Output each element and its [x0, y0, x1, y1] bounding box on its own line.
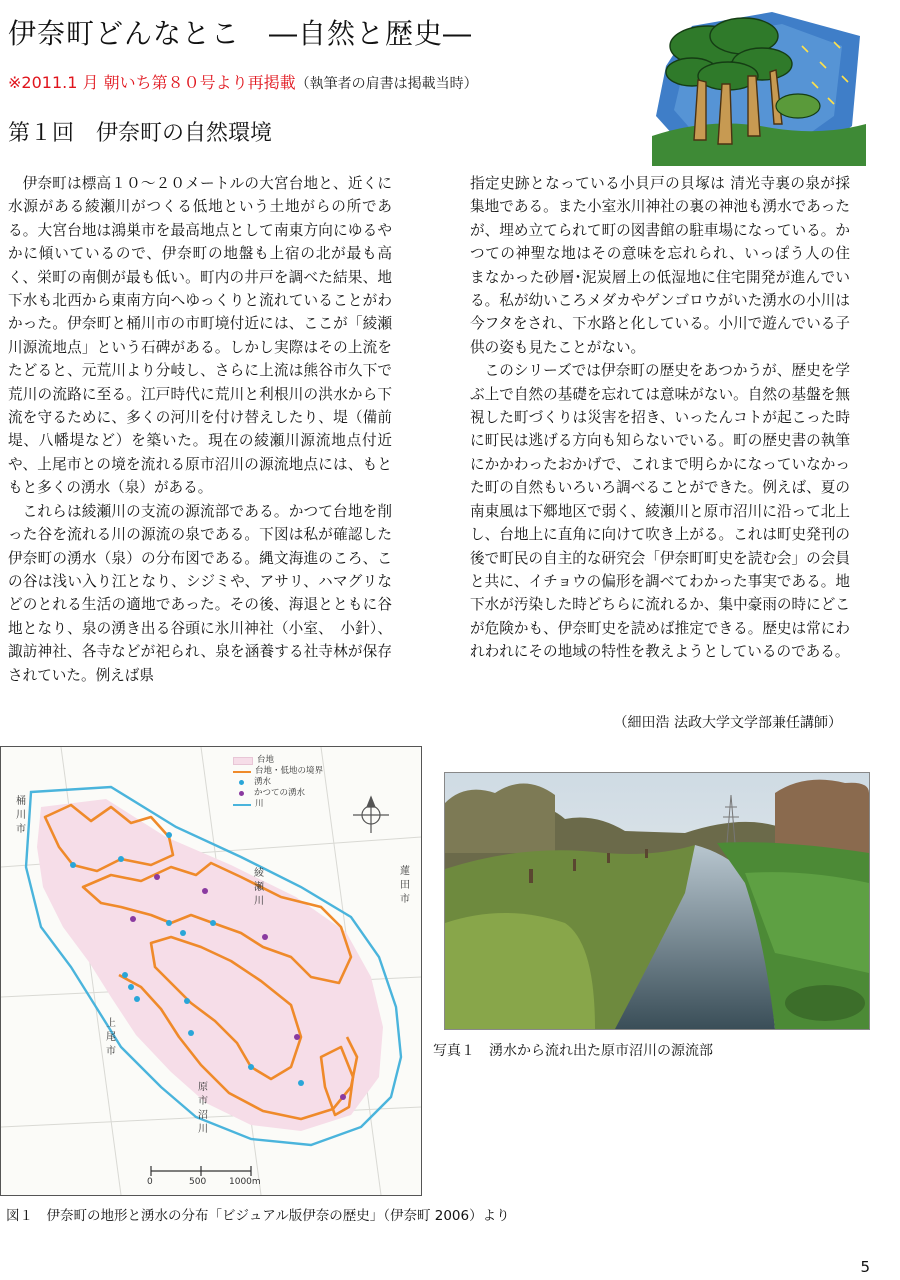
legend-item [233, 799, 323, 810]
legend-label: 台地・低地の境界 [255, 766, 324, 776]
map-label-hasuda: 蓮田市 [400, 866, 410, 905]
river-swatch [233, 804, 251, 806]
figure-caption: 図１ 伊奈町の地形と湧水の分布「ビジュアル版伊奈の歴史」（伊奈町 2006）より [6, 1208, 510, 1224]
stream-photo [444, 772, 870, 1030]
page-title: 伊奈町どんなとこ ―自然と歴史― [8, 17, 473, 50]
republication-line [8, 70, 478, 93]
legend-label: 湧水 [254, 777, 272, 787]
spring-swatch [239, 780, 244, 785]
map-label-haraichi-river: 原市沼川 [198, 1082, 208, 1135]
article-paragraph: これらは綾瀬川の支流の源流部である。かつて台地を削った谷を流れる川の源流の泉である。下図は私が確認した伊奈町の湧水（泉）の分布図である。縄文海進のころ、この谷は浅い入り江となり、シジミや、アサリ、ハマグリなどのとれる生活の適地であった。その後、海退とともに谷地となり、泉の湧き出る谷頭に氷川神社（小室、 小針）、諏訪神社、各寺などが祀られ、泉を涵養する社寺林が保存されていた。例えば県 [8, 502, 392, 684]
article-paragraph: このシリーズでは伊奈町の歴史をあつかうが、歴史を学ぶ上で自然の基礎を忘れては意味がない。自然の基盤を無視した町づくりは災害を招き、いったんコトが起こった時に町民は逃げる方向も知らないでいる。町の歴史書の執筆にかかわったおかげで、これまで明らかになっていなかった町の自然もいろいろ調べることができた。例えば、夏の南東風は下郷地区で弱く、綾瀬川と原市沼川に沿って北上し、台地上に直角に向けて吹き上がる。これは町史発刊の後で町民の自主的な研究会「伊奈町町史を読む会」の会員と共に、イチョウの偏形を調べてわかった事実である。地下水が汚染した時どちらに流れるか、集中豪雨の時にどこが危険かも、伊奈町史を読めば推定できる。歴史は常にわれわれにその地域の特性を教えようとしているのである。 [470, 362, 850, 661]
article-paragraph-continued: 指定史跡となっている小貝戸の貝塚は 清光寺裏の泉が採集地である。また小室氷川神社の裏の神池も湧水であったが、埋め立てられて町の図書館の駐車場になっている。かつての神聖な地はその意味を忘れられ、いっぽう人の住まなかった砂層･泥炭層上の低湿地に住宅開発が進んでいる。私が幼いころメダカやゲンゴロウがいた湧水の小川は今フタをされ、下水路と化している。小川で遊んでいる子供の姿も見たことがない。 [470, 175, 850, 356]
legend-item [233, 788, 323, 799]
map-label-ageo: 上尾市 [106, 1018, 116, 1057]
legend-label: 川 [255, 799, 264, 809]
republication-note: （執筆者の肩書は掲載当時） [295, 76, 478, 92]
map-label-ayase-river: 綾瀬川 [254, 868, 264, 907]
map-label-okegawa: 桶川市 [16, 796, 26, 835]
page-number: 5 [860, 1258, 870, 1276]
legend-label: かつての湧水 [254, 788, 306, 798]
legend-label: 台地 [257, 755, 275, 765]
terrace-swatch [233, 757, 253, 765]
map-graphic [1, 747, 421, 1195]
legend-item [233, 755, 323, 766]
spring-distribution-map [0, 746, 422, 1196]
photo-caption: 写真１ 湧水から流れ出た原市沼川の源流部 [433, 1043, 713, 1059]
author-credit: （細田浩 法政大学文学部兼任講師） [613, 715, 842, 731]
scale-label-1000: 1000m [229, 1177, 261, 1187]
section-title: 第１回 伊奈町の自然環境 [8, 121, 273, 146]
north-arrow-icon [353, 797, 389, 833]
article-left-column [8, 172, 392, 687]
legend-item [233, 777, 323, 788]
article-right-column [470, 172, 850, 664]
republication-notice: ※2011.1 月 朝いち第８０号より再掲載 [8, 73, 296, 92]
former-spring-swatch [239, 791, 244, 796]
trees-clipart [652, 6, 866, 166]
boundary-swatch [233, 771, 251, 773]
map-legend [233, 755, 323, 810]
article-paragraph: 伊奈町は標高１０～２０メートルの大宮台地と、近くに水源がある綾瀬川がつくる低地という土地がらの所である。大宮台地は鴻巣市を最高地点として南東方向にゆるやかに傾いているので、伊奈町の地盤も上宿の北が最も高く、栄町の南側が最も低い。町内の井戸を調べた結果、地下水も北西から東南方向へゆっくりと流れていることがわかった。伊奈町と桶川市の市町境付近には、ここが「綾瀬川源流地点」という石碑がある。しかし実際はその上流をたどると、元荒川より分岐し、さらに上流は熊谷市久下で荒川の流路に至る。江戸時代に荒川と利根川の洪水から下流を守るために、多くの河川を付け替えしたり、堤（備前堤、八幡堤など）を築いた。現在の綾瀬川源流地点付近や、上尾市との境を流れる原市沼川の源流地点には、もともと多くの湧水（泉）がある。 [8, 175, 392, 497]
scale-label-500: 500 [189, 1177, 207, 1187]
legend-item [233, 766, 323, 777]
scale-label-0: 0 [147, 1177, 153, 1187]
